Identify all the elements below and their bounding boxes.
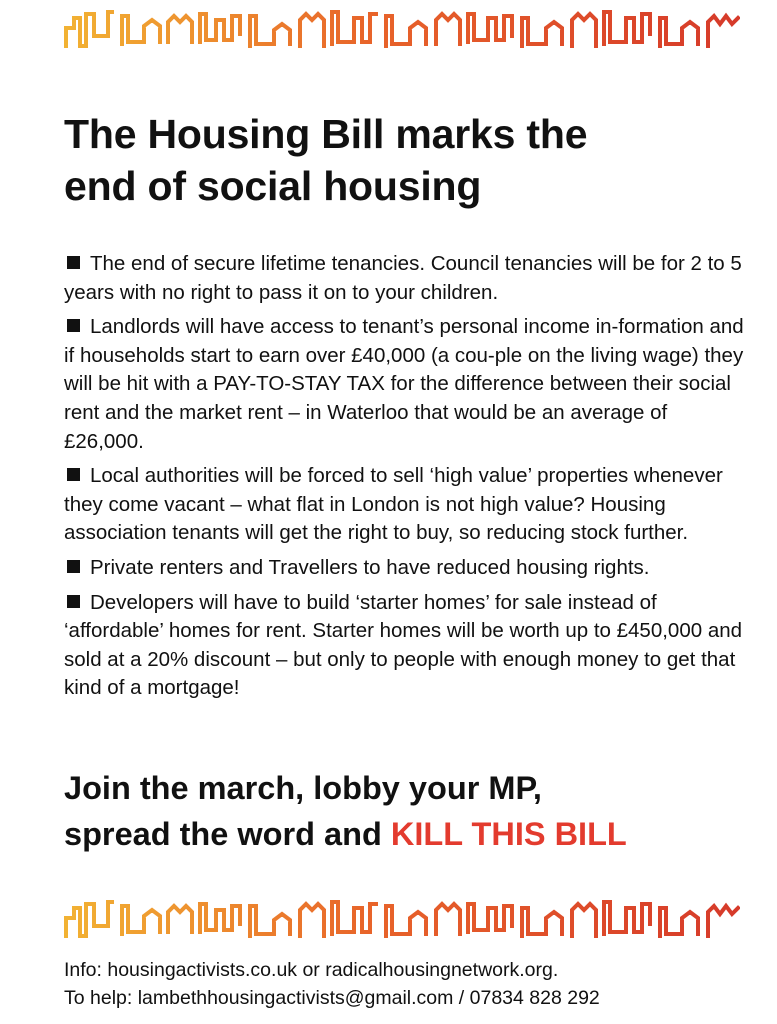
help-line: To help: lambethhousingactivists@gmail.com / 07834 828 292 (64, 987, 600, 1009)
contact-info (64, 956, 754, 1012)
square-bullet-icon (67, 319, 80, 332)
bullet-list (64, 250, 744, 709)
bullet-item (64, 250, 744, 307)
bullet-text: The end of secure lifetime tenancies. Council tenancies will be for 2 to 5 years with no right to pass it on to your children. (64, 252, 742, 304)
bullet-item (64, 554, 744, 583)
bullet-item (64, 462, 744, 548)
skyline-icon (64, 6, 740, 50)
info-line: Info: housingactivists.co.uk or radicalhousingnetwork.org. (64, 959, 559, 981)
headline-line-2: end of social housing (64, 163, 482, 209)
call-to-action (64, 765, 754, 857)
bullet-text: Landlords will have access to tenant’s personal income in-formation and if households start to earn over £40,000 (a cou-ple on the living wage) they will be hit with a PAY-TO-STAY TAX for the difference between their social rent and the market rent – in Waterloo that would be an average of £26,000. (64, 315, 744, 453)
square-bullet-icon (67, 595, 80, 608)
bullet-text: Private renters and Travellers to have reduced housing rights. (90, 555, 650, 579)
kill-this-bill-highlight: KILL THIS BILL (390, 816, 627, 852)
headline-line-1: The Housing Bill marks the (64, 111, 588, 157)
cta-line-2-prefix: spread the word and (64, 816, 391, 852)
skyline-decoration-bottom (64, 896, 740, 940)
square-bullet-icon (67, 560, 80, 573)
skyline-decoration-top (64, 6, 740, 50)
bullet-text: Local authorities will be forced to sell ‘high value’ properties whenever they come vacant – what flat in London is not high value? Housing association tenants will get the right to buy, so reducing stock further. (64, 464, 723, 545)
cta-line-1: Join the march, lobby your MP, (64, 770, 542, 806)
headline (64, 108, 744, 212)
skyline-icon (64, 896, 740, 940)
bullet-item (64, 313, 744, 456)
square-bullet-icon (67, 256, 80, 269)
bullet-text: Developers will have to build ‘starter homes’ for sale instead of ‘affordable’ homes for rent. Starter homes will be worth up to £450,000 and sold at a 20% discount – but only to people with enough money to get that kind of a mortgage! (64, 590, 743, 700)
bullet-item (64, 589, 744, 703)
square-bullet-icon (67, 468, 80, 481)
